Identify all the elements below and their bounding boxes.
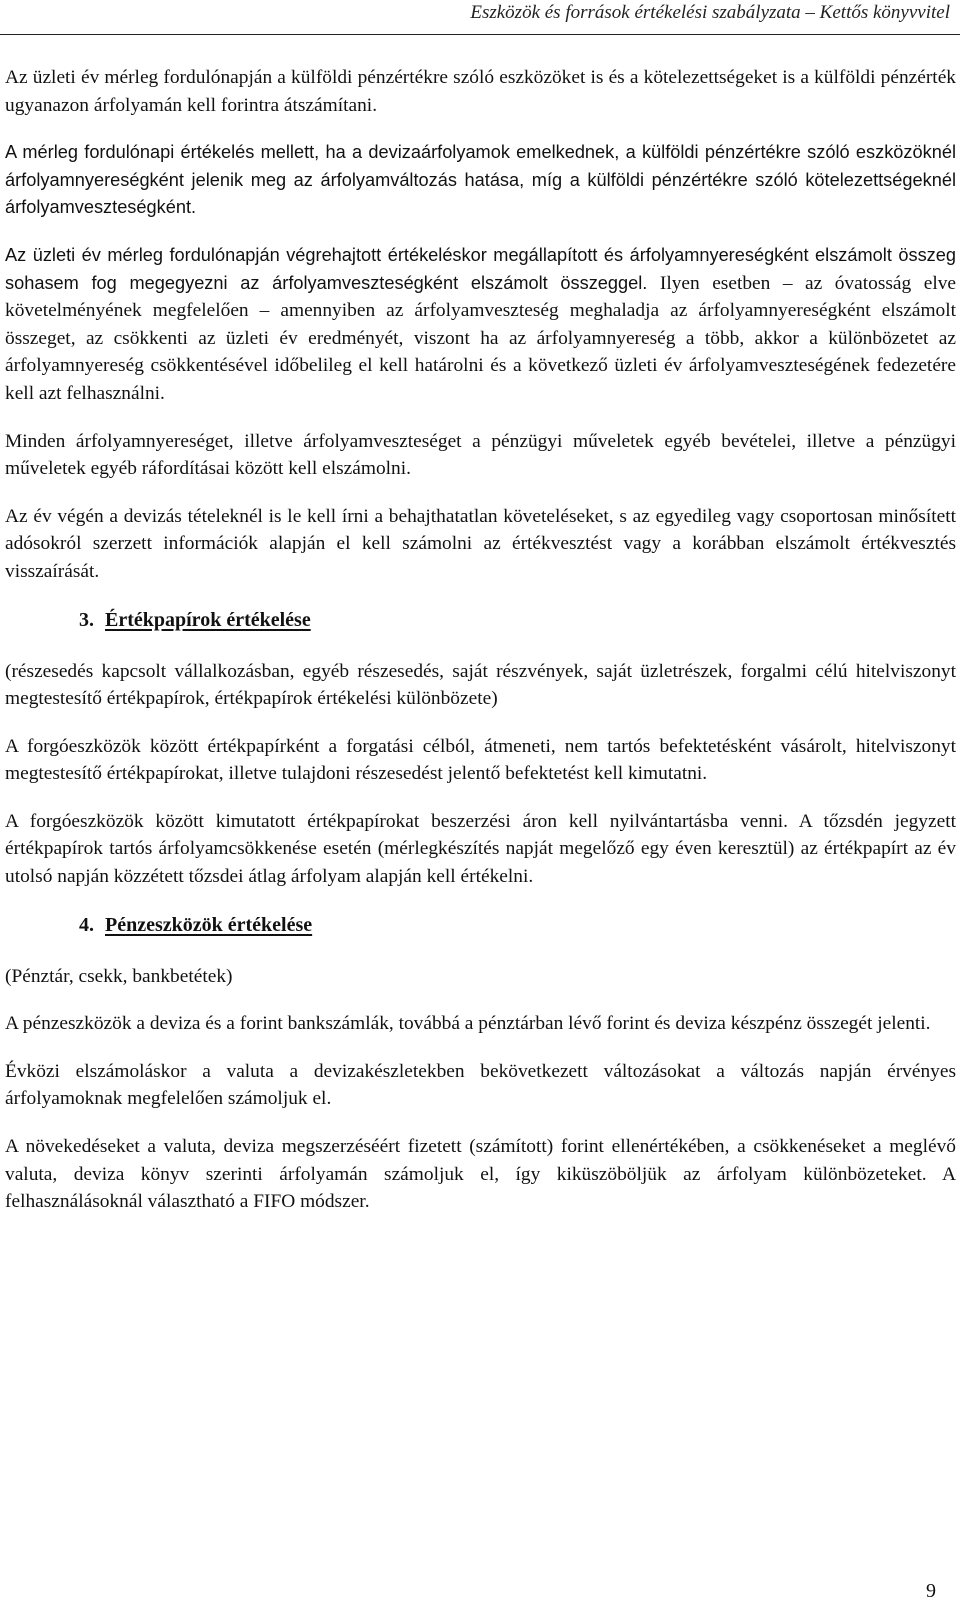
- paragraph-fx-conversion: Az üzleti év mérleg fordulónapján a külföldi pénzértékre szóló eszközöket is és a kötelezettségeket is a külföldi pénzérték ugyanazon árfolyamán kell forintra átszámítani.: [5, 67, 956, 116]
- document-body: [5, 64, 956, 1236]
- paragraph-valuation-difference-part2: Ilyen esetben – az óvatosság elve követelményének megfelelően – amennyiben az árfolyamveszteség meghaladja az árfolyamnyereségként elszámolt összeget, az csökkenti az üzleti év eredményét, viszont ha az árfolyamnyereség a több, akkor a különbözetet az árfolyamnyereség csökkentésével időbelileg el kell határolni és a következő üzleti év árfolyamveszteségének fedezetére kell azt felhasználni.: [5, 272, 957, 404]
- section-title: Értékpapírok értékelése: [105, 608, 311, 631]
- paragraph-cash-interim: Évközi elszámoláskor a valuta a devizakészletekben bekövetkezett változásokat a változás napján érvényes árfolyamoknak megfelelően számoljuk el.: [5, 1060, 956, 1110]
- paragraph-bad-debts: Az év végén a devizás tételeknél is le kell írni a behajthatatlan követeléseket, s az egyedileg vagy csoportosan minősített adósokról szerzett információk alapján el kell számolni az értékvesztést vagy a korábban elszámolt értékvesztés visszaírását.: [5, 505, 956, 582]
- paragraph-securities-valuation: A forgóeszközök között kimutatott értékpapírokat beszerzési áron kell nyilvántartásba venni. A tőzsdén jegyzett értékpapírok tartós árfolyamcsökkenése esetén (mérlegkészítés napját megelőző egy éven keresztül) az értékpapírt az év utolsó napján közzétett tőzsdei átlag árfolyam alapján kell értékelni.: [5, 810, 956, 888]
- section-title: Pénzeszközök értékelése: [105, 913, 313, 936]
- paragraph-valuation-difference-part1: Az üzleti év mérleg fordulónapján végrehajtott értékeléskor megállapított és árfolyamnyereségként elszámolt összeg sohasem fog megegyezni az árfolyamveszteségként elszámolt összeggel.: [5, 244, 956, 293]
- section-number: 3.: [79, 608, 94, 631]
- paragraph-cash-scope: (Pénztár, csekk, bankbetétek): [5, 965, 233, 987]
- header-rule: [0, 34, 960, 35]
- page-number: 9: [926, 1580, 936, 1602]
- running-header: Eszközök és források értékelési szabályzata – Kettős könyvvitel: [470, 2, 950, 23]
- paragraph-fx-accounting: Minden árfolyamnyereséget, illetve árfolyamveszteséget a pénzügyi műveletek egyéb bevételei, illetve a pénzügyi műveletek egyéb ráfordításai között kell elszámolni.: [5, 430, 956, 480]
- paragraph-fx-gain-loss: A mérleg fordulónapi értékelés mellett, ha a devizaárfolyamok emelkednek, a külföldi pénzértékre szóló eszközöknél árfolyamnyereségként jelenik meg az árfolyamváltozás hatása, míg a külföldi pénzértékre szóló kötelezettségeknél árfolyamveszteségként.: [5, 142, 956, 218]
- section-heading-securities: [79, 606, 956, 634]
- paragraph-valuation-difference: [5, 242, 956, 408]
- paragraph-securities-current-assets: A forgóeszközök között értékpapírként a forgatási célból, átmeneti, nem tartós befektetésként vásárolt, hitelviszonyt megtestesítő értékpapírokat, illetve tulajdoni részesedést jelentő befektetést kell kimutatni.: [5, 735, 956, 785]
- paragraph-securities-scope: (részesedés kapcsolt vállalkozásban, egyéb részesedés, saját részvények, saját üzletrészek, forgalmi célú hitelviszonyt megtestesítő értékpapírok, értékpapírok értékelési különbözete): [5, 660, 956, 710]
- section-heading-cash: [79, 911, 956, 939]
- paragraph-cash-fifo: A növekedéseket a valuta, deviza megszerzéséért fizetett (számított) forint ellenértékében, a csökkenéseket a meglévő valuta, deviza könyv szerinti árfolyamán számoljuk el, így kiküszöböljük az árfolyam különbözeteket. A felhasználásoknál választható a FIFO módszer.: [5, 1136, 956, 1213]
- section-number: 4.: [79, 913, 94, 936]
- paragraph-cash-definition: A pénzeszközök a deviza és a forint bankszámlák, továbbá a pénztárban lévő forint és deviza készpénz összegét jelenti.: [5, 1013, 931, 1035]
